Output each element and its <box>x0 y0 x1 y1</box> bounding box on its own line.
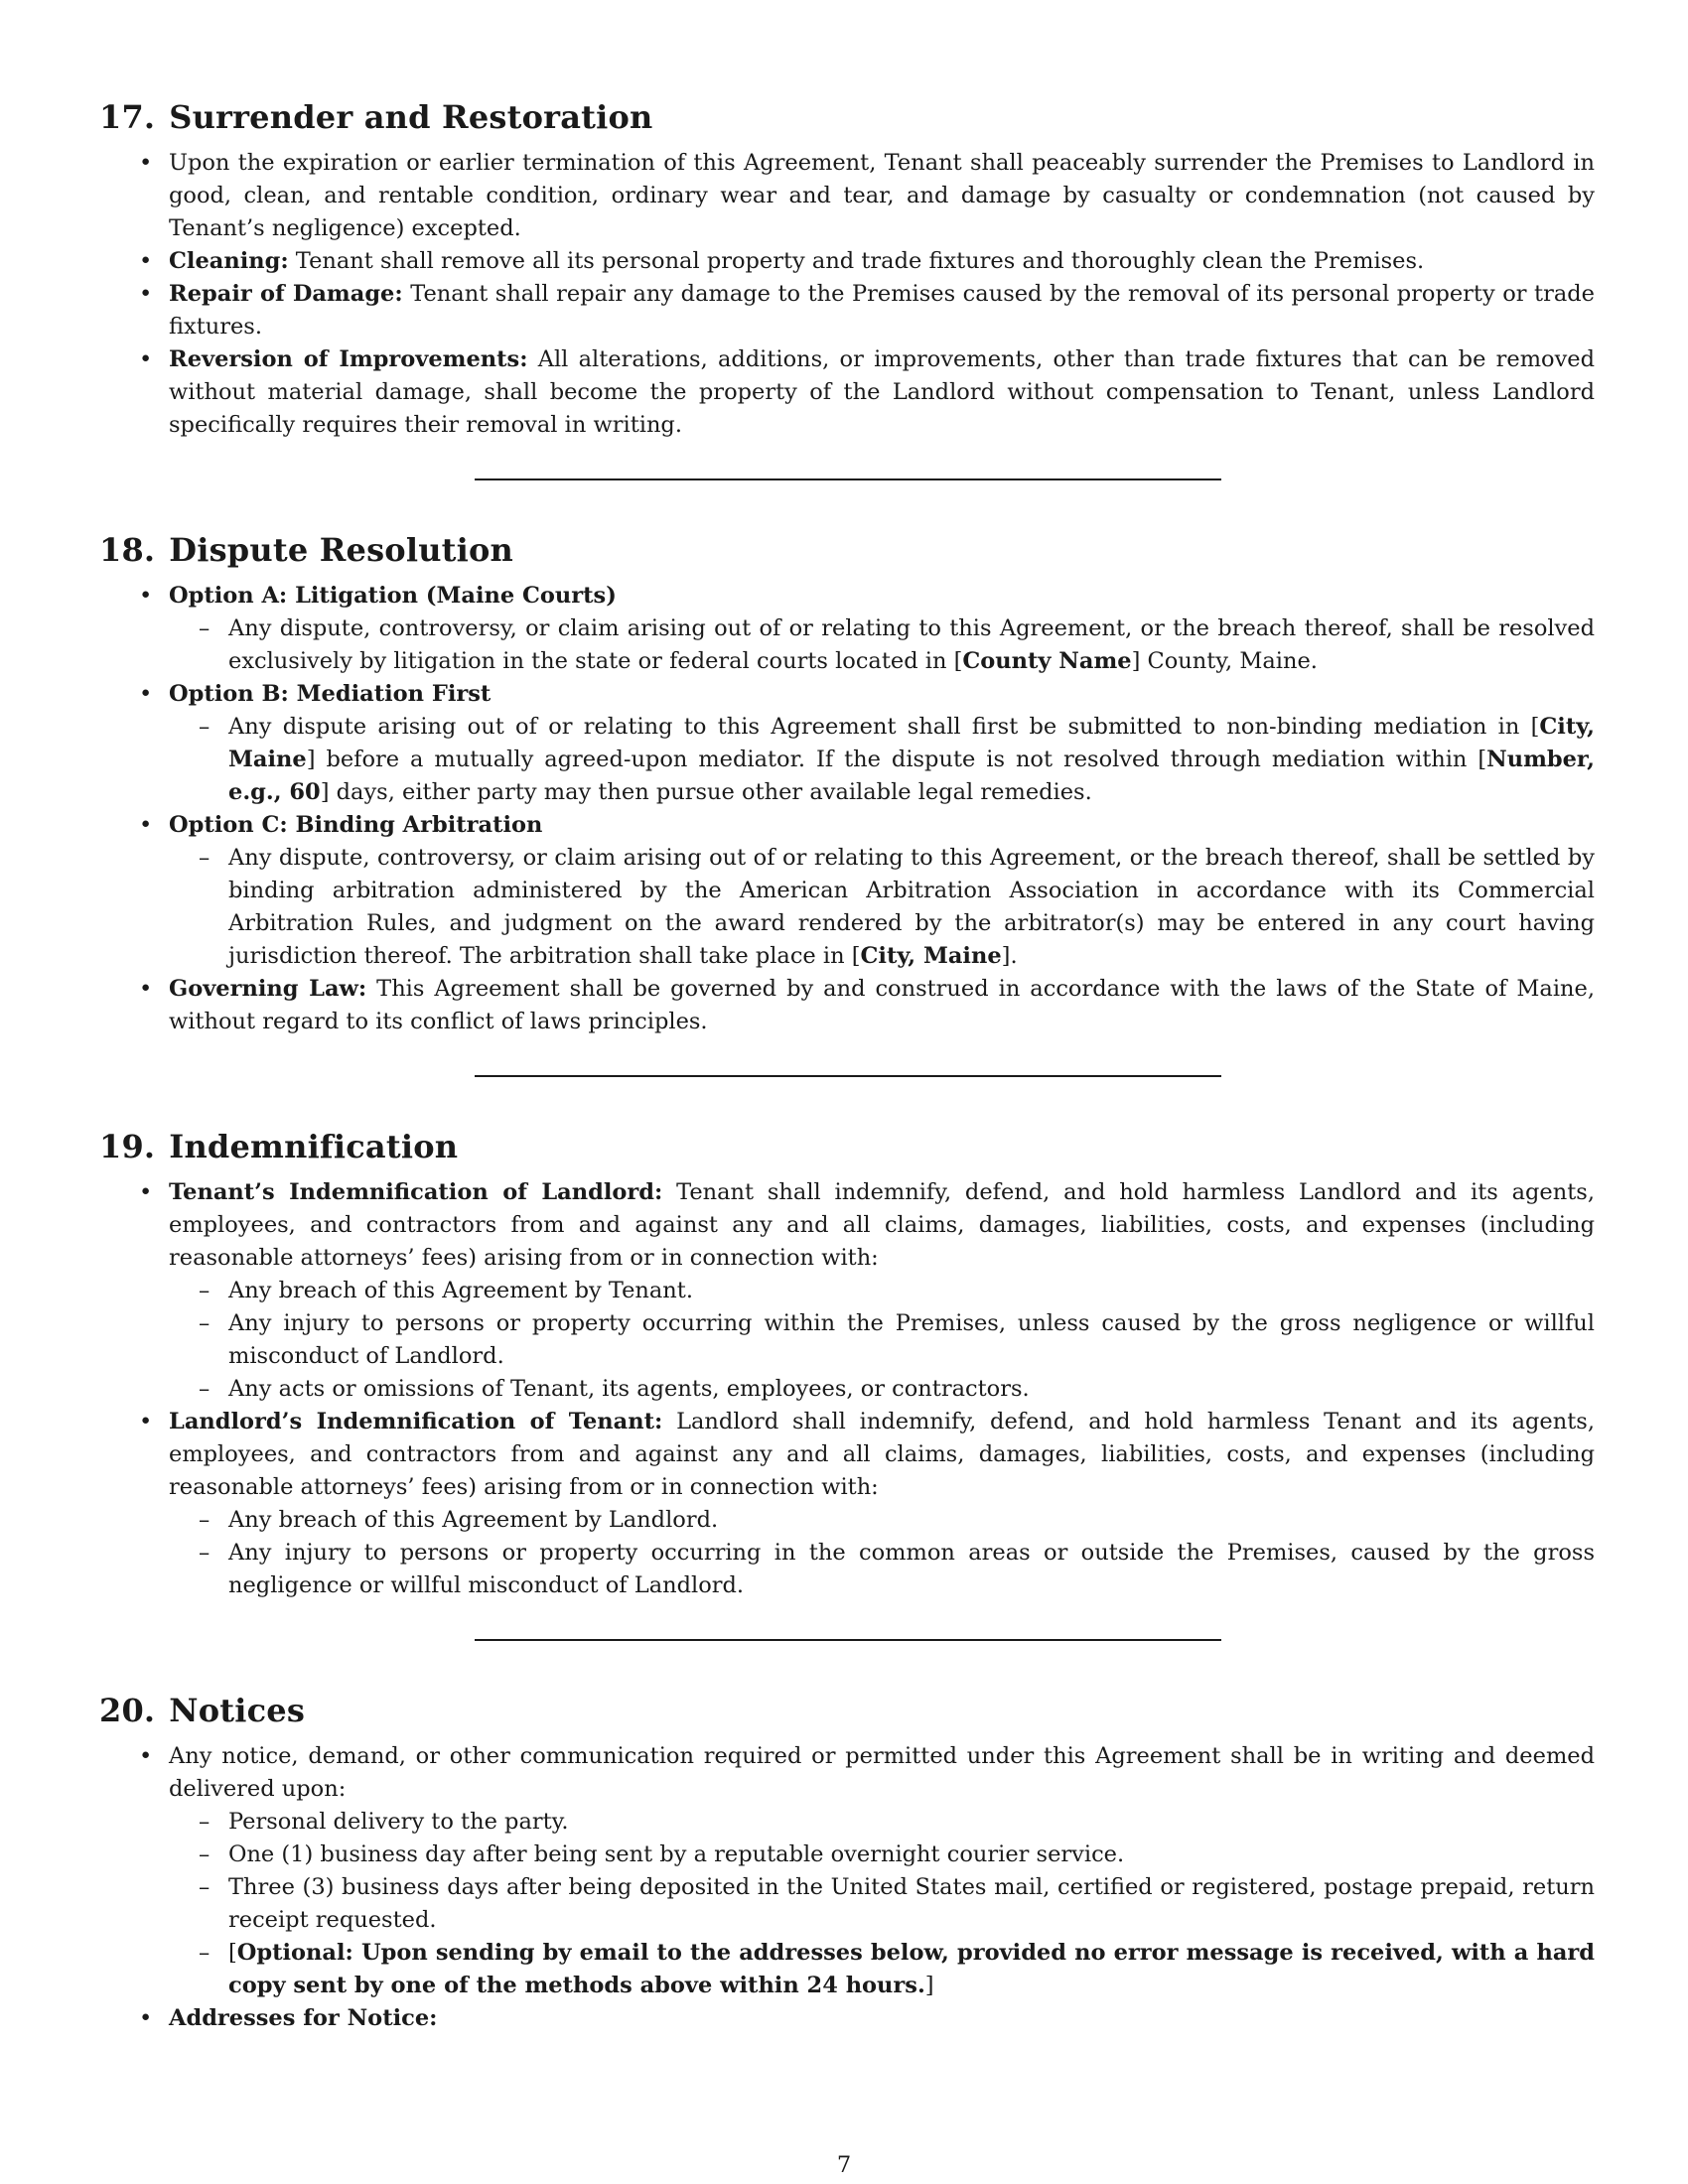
section-number: 19. <box>99 1128 156 1165</box>
section-heading <box>99 95 1595 139</box>
sub-list-item <box>228 1937 1595 2002</box>
sub-list <box>169 613 1595 678</box>
list-item <box>169 1406 1595 1602</box>
sub-list <box>169 1275 1595 1406</box>
surrender-text: Upon the expiration or earlier termination of this Agreement, Tenant shall peaceably surrender the Premises to Landlord in good, clean, and rentable condition, ordinary wear and tear, and damage by casualty or condemnation (not caused by Tenant’s negligence) excepted. <box>169 150 1595 241</box>
optional-email-clause: Optional: Upon sending by email to the addresses below, provided no error message is received, with a hard copy sent by one of the methods above within 24 hours. <box>228 1940 1595 1998</box>
cleaning-label: Cleaning: <box>169 248 289 274</box>
governing-law-label: Governing Law: <box>169 976 367 1002</box>
bullet-list <box>99 1176 1595 1602</box>
section-number: 20. <box>99 1692 156 1729</box>
repair-text: Tenant shall repair any damage to the Premises caused by the removal of its personal property or trade fixtures. <box>169 281 1595 340</box>
sub-list-item: – Any breach of this Agreement by Landlord. <box>228 1504 1595 1537</box>
section-title: Notices <box>169 1692 306 1729</box>
option-c-label: Option C: Binding Arbitration <box>169 812 543 838</box>
section-number: 18. <box>99 531 156 569</box>
section-heading <box>99 1689 1595 1732</box>
sub-list-item <box>228 613 1595 678</box>
sub-list <box>169 711 1595 809</box>
sub-list-item: – Three (3) business days after being deposited in the United States mail, certified or registered, postage prepaid, return receipt requested. <box>228 1871 1595 1937</box>
list-item <box>169 1740 1595 2002</box>
governing-law-text: This Agreement shall be governed by and construed in accordance with the laws of the State of Maine, without regard to its conflict of laws principles. <box>169 976 1595 1034</box>
section-heading <box>99 528 1595 572</box>
sub-list-item <box>228 842 1595 973</box>
repair-label: Repair of Damage: <box>169 281 403 307</box>
document-page <box>99 95 1595 2035</box>
option-a-text-end: ] County, Maine. <box>1131 648 1318 674</box>
option-b-text: Any dispute arising out of or relating to this Agreement shall first be submitted to non-binding mediation in [ <box>228 714 1540 740</box>
sub-list <box>169 1504 1595 1602</box>
section-title: Surrender and Restoration <box>169 98 653 136</box>
addresses-label: Addresses for Notice: <box>169 2005 438 2031</box>
sub-list-item <box>228 711 1595 809</box>
list-item <box>169 678 1595 809</box>
list-item <box>169 809 1595 973</box>
section-17 <box>99 95 1595 480</box>
section-18 <box>99 528 1595 1077</box>
list-item <box>169 580 1595 678</box>
section-title: Indemnification <box>169 1128 459 1165</box>
bullet-list <box>99 1740 1595 2035</box>
option-a-text: Any dispute, controversy, or claim arising out of or relating to this Agreement, or the breach thereof, shall be resolved exclusively by litigation in the state or federal courts located in [ <box>228 615 1595 674</box>
optional-bracket-close: ] <box>924 1973 934 1998</box>
bullet-list <box>99 580 1595 1038</box>
bullet-list <box>99 147 1595 442</box>
list-item <box>169 147 1595 245</box>
tenant-indemnification-text: Tenant shall indemnify, defend, and hold harmless Landlord and its agents, employees, and contractors from and against any and all claims, damages, liabilities, costs, and expenses (including reasonable attorneys’ fees) arising from or in connection with: <box>169 1179 1595 1271</box>
reversion-text: All alterations, additions, or improvements, other than trade fixtures that can be removed without material damage, shall become the property of the Landlord without compensation to Tenant, unless Landlord specifically requires their removal in writing. <box>169 346 1596 438</box>
section-number: 17. <box>99 98 156 136</box>
sub-list-item: – Any injury to persons or property occurring within the Premises, unless caused by the gross negligence or willful misconduct of Landlord. <box>228 1307 1595 1373</box>
option-b-label: Option B: Mediation First <box>169 681 492 707</box>
optional-bracket-open: [ <box>228 1940 237 1966</box>
notices-intro: Any notice, demand, or other communication required or permitted under this Agreement shall be in writing and deemed delivered upon: <box>169 1743 1595 1802</box>
reversion-label: Reversion of Improvements: <box>169 346 528 372</box>
section-heading <box>99 1125 1595 1168</box>
sub-list <box>169 842 1595 973</box>
section-20 <box>99 1689 1595 2035</box>
tenant-indemnification-label: Tenant’s Indemnification of Landlord: <box>169 1179 663 1205</box>
county-placeholder: County Name <box>962 648 1132 674</box>
cleaning-text: Tenant shall remove all its personal property and trade fixtures and thoroughly clean the Premises. <box>288 248 1425 274</box>
list-item <box>169 2002 1595 2035</box>
list-item <box>169 245 1595 278</box>
page-number: 7 <box>836 2152 852 2178</box>
sub-list-item: – Personal delivery to the party. <box>228 1806 1595 1839</box>
list-item <box>169 1176 1595 1406</box>
option-c-text: Any dispute, controversy, or claim arising out of or relating to this Agreement, or the breach thereof, shall be settled by binding arbitration administered by the American Arbitration Association in accordance with its Commercial Arbitration Rules, and judgment on the award rendered by the arbitrator(s) may be entered in any court having jurisdiction thereof. The arbitration shall take place in [ <box>228 845 1595 969</box>
list-item <box>169 973 1595 1038</box>
sub-list-item: – Any injury to persons or property occurring in the common areas or outside the Premises, caused by the gross negligence or willful misconduct of Landlord. <box>228 1537 1595 1602</box>
sub-list-item: – One (1) business day after being sent by a reputable overnight courier service. <box>228 1839 1595 1871</box>
sub-list-item: – Any breach of this Agreement by Tenant. <box>228 1275 1595 1307</box>
landlord-indemnification-label: Landlord’s Indemnification of Tenant: <box>169 1409 663 1434</box>
city-placeholder: City, Maine <box>860 943 1002 969</box>
option-a-label: Option A: Litigation (Maine Courts) <box>169 583 617 609</box>
option-b-text-mid: ] before a mutually agreed-upon mediator. If the dispute is not resolved through mediation within [ <box>306 747 1487 772</box>
option-b-text-end: ] days, either party may then pursue other available legal remedies. <box>320 779 1092 805</box>
sub-list-item: – Any acts or omissions of Tenant, its agents, employees, or contractors. <box>228 1373 1595 1406</box>
list-item <box>169 278 1595 343</box>
sub-list <box>169 1806 1595 2002</box>
section-title: Dispute Resolution <box>169 531 514 569</box>
city-placeholder: City, Maine <box>228 714 1595 772</box>
list-item <box>169 343 1595 442</box>
section-19 <box>99 1125 1595 1641</box>
landlord-indemnification-text: Landlord shall indemnify, defend, and hold harmless Tenant and its agents, employees, and contractors from and against any and all claims, damages, liabilities, costs, and expenses (including reasonable attorneys’ fees) arising from or in connection with: <box>169 1409 1595 1500</box>
option-c-text-end: ]. <box>1001 943 1018 969</box>
days-placeholder: Number, e.g., 60 <box>228 747 1595 805</box>
